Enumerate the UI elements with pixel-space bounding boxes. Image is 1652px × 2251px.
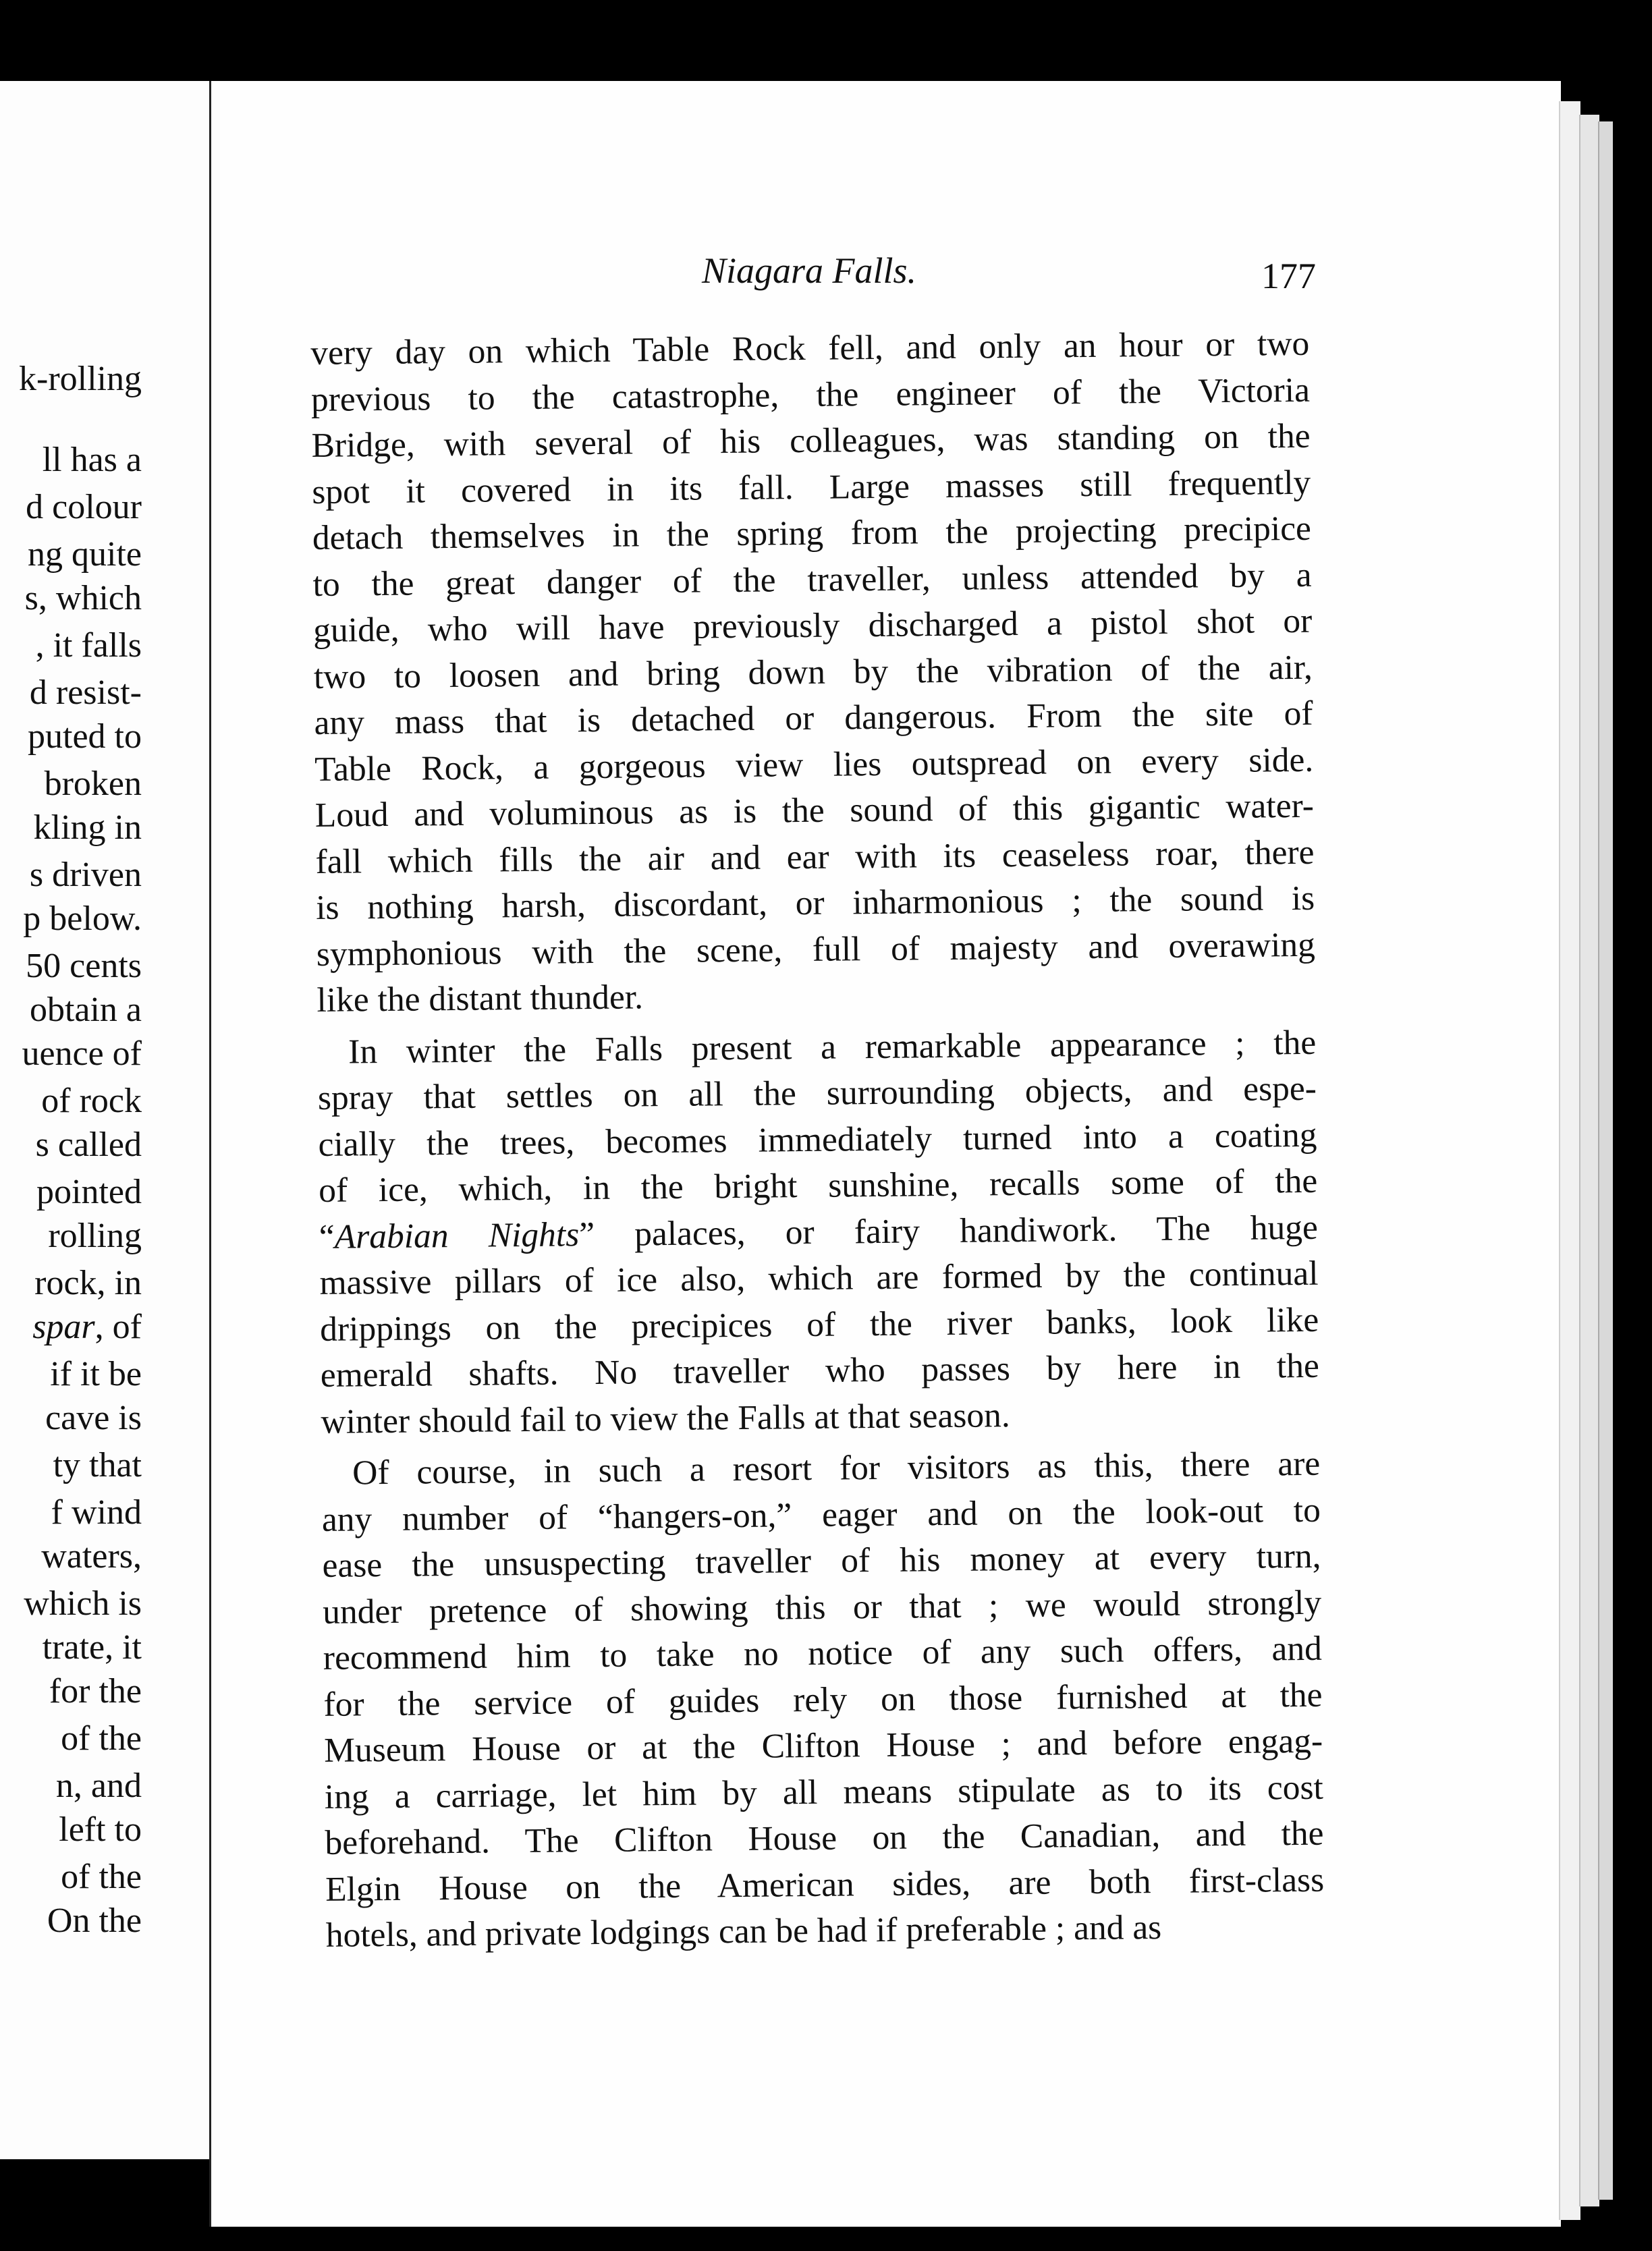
text-line: fall which fills the air and ear with its ceaseless roar, there [315,833,1315,881]
facing-page-line: f wind [51,1493,142,1532]
text-line: In winter the Falls present a remarkable appearance ; the [348,1023,1317,1072]
facing-page-line: d colour [26,488,142,526]
facing-page-line: which is [24,1584,142,1623]
page-edge [1598,121,1613,2200]
text-line: beforehand. The Clifton House on the Canadian, and the [325,1814,1324,1862]
text-line: winter should fail to view the Falls at that season. [321,1395,1010,1441]
text-line: detach themselves in the spring from the projecting precipice [312,509,1312,557]
text-line: massive pillars of ice also, which are formed by the continual [319,1254,1319,1302]
italic-word: spar [32,1308,95,1346]
facing-page-line: On the [47,1901,142,1940]
facing-page-line: trate, it [42,1628,142,1667]
facing-page-line: left to [59,1810,142,1849]
facing-page [0,81,229,2159]
text-line: any number of “hangers-on,” eager and on the look-out to [321,1491,1321,1539]
text-line: symphonious with the scene, full of majesty and overawing [316,925,1316,974]
text-line: ease the unsuspecting traveller of his money at every turn, [322,1536,1321,1585]
facing-page-line: spar, of [32,1308,142,1346]
text-line: Of course, in such a resort for visitors as this, there are [352,1444,1321,1493]
italic-title: Arabian Nights [334,1215,580,1256]
facing-page-line: kling in [33,808,142,847]
text-line: cially the trees, becomes immediately turned into a coating [318,1115,1317,1164]
facing-page-line: cave is [45,1399,142,1437]
text-line: for the service of guides rely on those furnished at the [323,1675,1323,1724]
text-line: recommend him to take no notice of any such offers, and [323,1629,1323,1677]
facing-page-line: of the [61,1858,142,1896]
facing-page-line: ty that [53,1446,142,1484]
text-line: like the distant thunder. [316,978,644,1020]
facing-page-line: k-rolling [19,360,142,398]
text-line: spot it covered in its fall. Large masses still frequently [312,463,1311,511]
text-line: guide, who will have previously discharged a pistol shot or [312,601,1313,650]
page-edge [1559,101,1580,2220]
facing-page-line: d resist- [29,673,142,712]
facing-page-line: rock, in [34,1264,142,1302]
facing-page-line: if it be [50,1355,142,1393]
facing-page-line: n, and [55,1767,142,1805]
text-line: Table Rock, a gorgeous view lies outspread on every side. [314,740,1314,789]
text-line: previous to the catastrophe, the engineer of the Victoria [310,370,1311,419]
facing-page-line: , it falls [35,626,142,665]
facing-page-line: of the [61,1719,142,1758]
text-line: Loud and voluminous as is the sound of this gigantic water- [314,786,1315,835]
facing-page-line: 50 cents [26,947,142,985]
facing-page-line: ng quite [28,535,142,574]
text-line: is nothing harsh, discordant, or inharmonious ; the sound is [315,879,1315,927]
facing-page-line: for the [49,1672,142,1711]
text-line: spray that settles on all the surrounding objects, and espe- [317,1069,1317,1117]
paragraph [321,1441,1325,1960]
page-header [466,250,1316,304]
paragraph [317,1020,1320,1445]
page-edge [1579,115,1599,2206]
facing-page-line: puted to [28,717,142,756]
text-line: under pretence of showing this or that ; we would strongly [322,1583,1322,1632]
facing-page-line: s driven [29,856,142,894]
facing-page-line: uence of [22,1034,142,1073]
text-line: ing a carriage, let him by all means stipulate as to its cost [324,1768,1324,1816]
facing-page-line: broken [44,765,142,803]
text-line: two to loosen and bring down by the vibration of the air, [313,648,1313,696]
text-line: to the great danger of the traveller, unless attended by a [312,555,1312,604]
paragraph [310,321,1316,1024]
body-text [310,321,1325,1965]
text-line: hotels, and private lodgings can be had if preferable ; and as [325,1908,1162,1955]
running-head: Niagara Falls. [702,250,917,291]
facing-page-line: pointed [36,1173,142,1211]
facing-page-line: of rock [41,1082,142,1120]
text-line: Bridge, with several of his colleagues, was standing on the [311,416,1311,465]
text-line: of ice, which, in the bright sunshine, recalls some of the [318,1161,1318,1210]
text-line: any mass that is detached or dangerous. From the site of [314,694,1313,742]
facing-page-line: waters, [41,1537,142,1576]
text-line: Museum House or at the Clifton House ; and before engag- [323,1721,1323,1770]
text-line: emerald shafts. No traveller who passes by here in the [320,1346,1320,1395]
facing-page-line: rolling [48,1217,142,1255]
text-line: “Arabian Nights” palaces, or fairy handiwork. The huge [319,1208,1319,1256]
page-number: 177 [1261,256,1316,296]
text-line: drippings on the precipices of the river banks, look like [319,1300,1319,1349]
facing-page-line: s called [35,1126,142,1164]
text-line: very day on which Table Rock fell, and only an hour or two [310,324,1310,372]
facing-page-line: p below. [23,899,142,938]
text-line: Elgin House on the American sides, are both first-class [325,1860,1325,1909]
facing-page-line: obtain a [29,991,142,1029]
facing-page-line: s, which [24,579,142,617]
facing-page-line: ll has a [42,441,142,479]
